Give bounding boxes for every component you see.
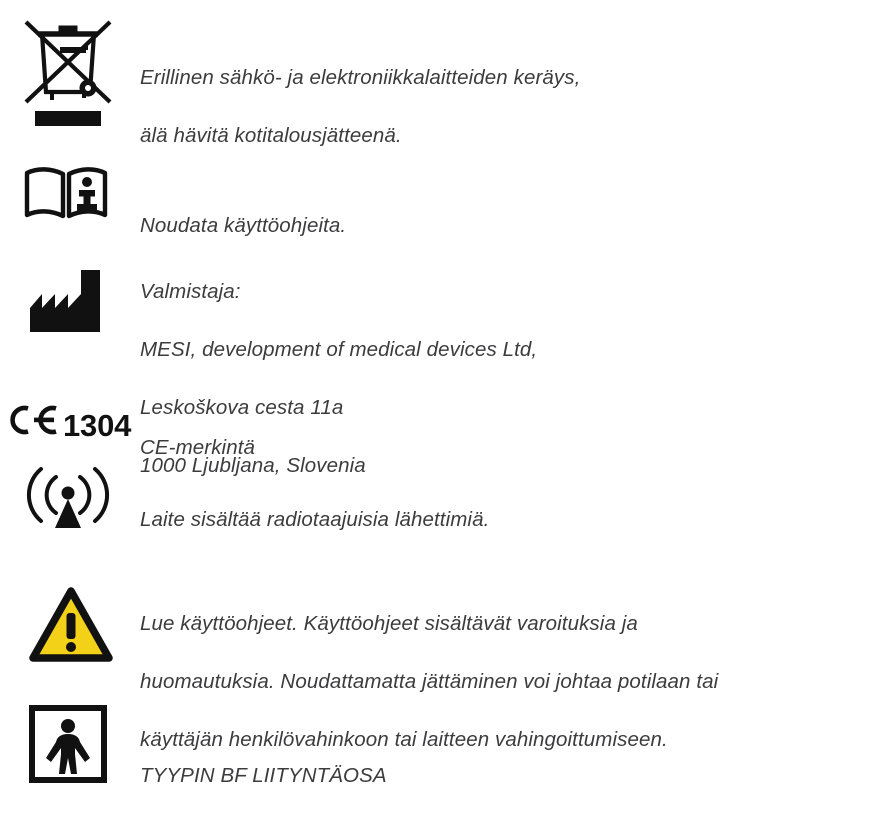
manufacturer-line-4: 1000 Ljubljana, Slovenia: [140, 454, 366, 477]
manufacturer-factory-icon: [26, 268, 110, 338]
weee-description: [140, 34, 580, 179]
non-ionizing-radiation-icon: [22, 466, 114, 532]
bf-description: [140, 732, 387, 819]
warning-line-1: Lue käyttöohjeet. Käyttöohjeet sisältävät varoituksia ja: [140, 612, 638, 635]
manufacturer-line-1: Valmistaja:: [140, 280, 241, 303]
warning-triangle-icon: [28, 586, 114, 664]
rf-line-1: Laite sisältää radiotaajuisia lähettimiä.: [140, 508, 490, 531]
weee-crossed-out-wheelie-bin-icon: [14, 8, 122, 128]
bf-line-1: TYYPIN BF LIITYNTÄOSA: [140, 764, 387, 787]
ce-line-1: CE-merkintä: [140, 436, 256, 459]
warning-line-2: huomautuksia. Noudattamatta jättäminen voi johtaa potilaan tai: [140, 670, 719, 693]
weee-line-1: Erillinen sähkö- ja elektroniikkalaitteiden keräys,: [140, 66, 581, 89]
ifu-line-1: Noudata käyttöohjeita.: [140, 214, 347, 237]
manufacturer-line-2: MESI, development of medical devices Ltd,: [140, 338, 538, 361]
ce-glyph-icon: [8, 404, 60, 436]
weee-line-2: älä hävitä kotitalousjätteenä.: [140, 124, 402, 147]
ce-marking-icon: [8, 404, 131, 441]
manufacturer-line-3: Leskoškova cesta 11a: [140, 396, 344, 419]
consult-instructions-for-use-icon: [22, 166, 110, 224]
warning-line-3: käyttäjän henkilövahinkoon tai laitteen vahingoittumiseen.: [140, 728, 668, 751]
type-bf-applied-part-icon: [26, 702, 110, 786]
rf-description: [140, 476, 489, 563]
ce-notified-body-number: 1304: [63, 408, 132, 443]
